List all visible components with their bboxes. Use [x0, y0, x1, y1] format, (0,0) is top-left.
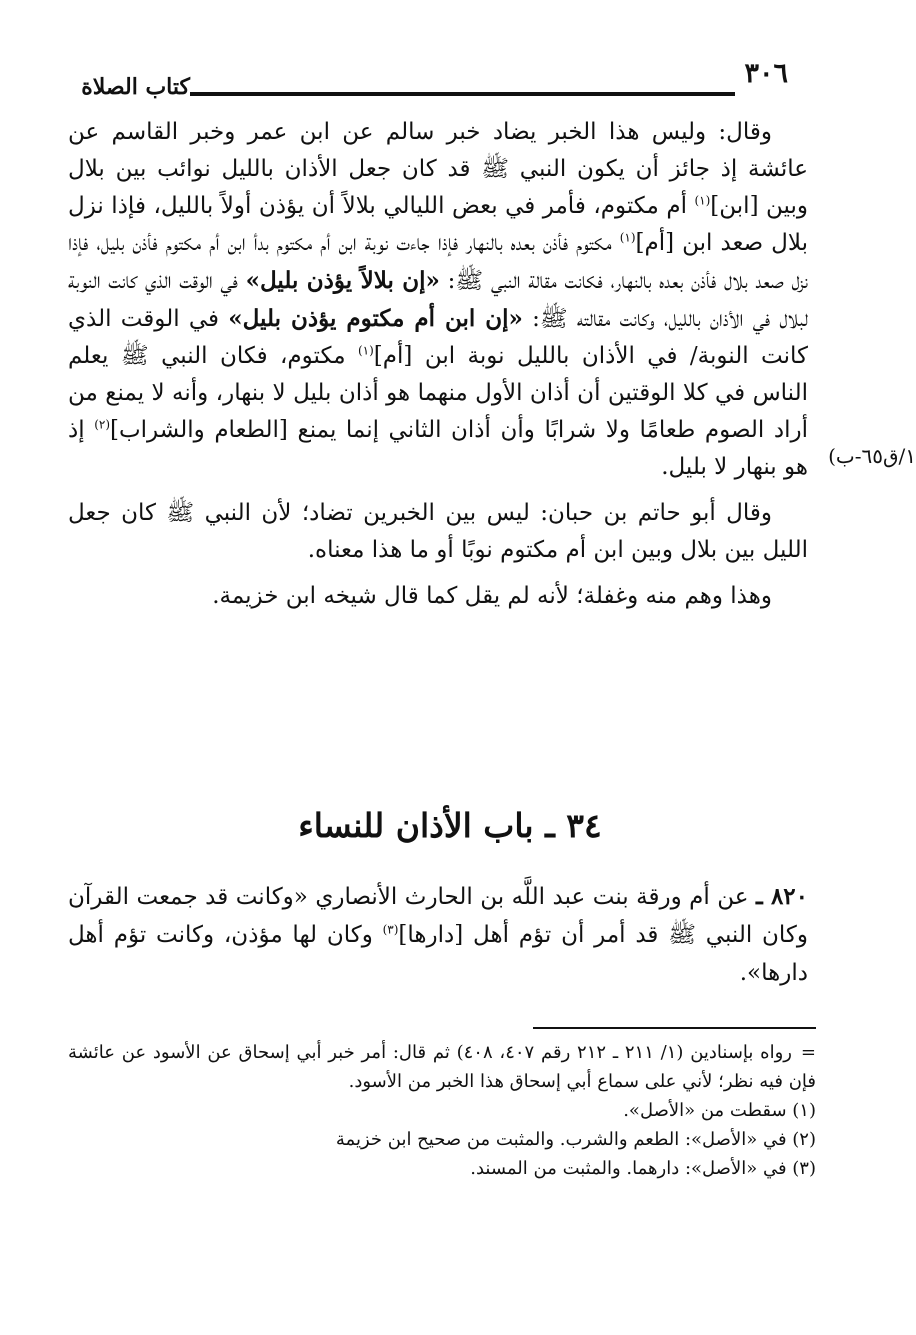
- manuscript-folio-note: ١/ق٦٥-ب): [828, 444, 916, 468]
- footnote-text: رواه بإسنادين (١/ ٢١١ ـ ٢١٢ رقم ٤٠٧، ٤٠٨) ثم قال: أمر خبر أبي إسحاق عن الأسود عن عائشة فإن فيه نظر؛ لأني على سماع أبي إسحاق هذا الخبر من الأسود.: [68, 1042, 816, 1092]
- text-run: مكتوم، فكان النبي ﷺ يعلم الناس في كلا الوقتين أن أذان الأول منهما هو أذان بليل لا بنهار، وأنه لا يمنع من أراد الصوم طعامًا ولا شرابًا وأن أذان الثاني إنما يمنع [الطعام والشراب]: [68, 343, 808, 443]
- footnote-1: (١) سقطت من «الأصل».: [623, 1100, 816, 1121]
- hadith-entry: [68, 878, 808, 992]
- hadith-text: عن أم ورقة بنت عبد اللَّه بن الحارث الأنصاري «وكانت قد جمعت القرآن وكان النبي ﷺ قد أمر أن تؤم أهل [دارها]: [68, 884, 808, 948]
- footnote-ref: (١): [619, 230, 636, 245]
- hadith-text: وكان لها مؤذن، وكانت تؤم أهل دارها».: [68, 922, 808, 986]
- text-run: إذ هو بنهار لا بليل.: [68, 417, 808, 480]
- text-run: أم مكتوم، فأمر في بعض الليالي بلالاً أن يؤذن أولاً بالليل، فإذا نزل بلال صعد ابن [أم]: [68, 193, 808, 256]
- header-rule: [190, 92, 735, 96]
- paragraph-commentary: وهذا وهم منه وغفلة؛ لأنه لم يقل كما قال شيخه ابن خزيمة.: [212, 583, 772, 609]
- footnote-2: (٢) في «الأصل»: الطعم والشرب. والمثبت من صحيح ابن خزيمة: [335, 1129, 816, 1150]
- footnote-ref: (١): [357, 343, 374, 358]
- hadith-quote: «إن بلالاً يؤذن بليل»: [245, 267, 440, 294]
- hadith-quote: «إن ابن أم مكتوم يؤذن بليل»: [228, 305, 523, 332]
- running-header-title: كتاب الصلاة: [81, 74, 190, 100]
- footnote-continuation: [68, 1038, 816, 1096]
- text-run: في الوقت الذي كانت النوبة لبلال في الأذان بالليل، وكانت مقالته ﷺ:: [68, 268, 808, 332]
- main-text: [68, 114, 808, 615]
- continuation-mark: =: [800, 1042, 816, 1063]
- footnotes: [68, 1038, 816, 1183]
- page-number: ٣٠٦: [744, 58, 788, 89]
- text-run: وقال: وليس هذا الخبر يضاد خبر سالم عن ابن عمر وخبر القاسم عن عائشة إذ جائز أن يكون النبي ﷺ قد كان جعل الأذان بالليل نوائب بين بلال وبين [ابن]: [68, 119, 809, 219]
- footnote-ref: (١): [694, 193, 711, 208]
- footnote-rule: [533, 1027, 816, 1029]
- text-run: مكتوم فأذن بعده بالنهار فإذا جاءت نوبة ابن أم مكتوم بدأ ابن أم مكتوم فأذن بليل، فإذا نزل صعد بلال فأذن بعده بالنهار، فكانت مقالة النبي ﷺ:: [68, 230, 808, 294]
- chapter-heading: ٣٤ ـ باب الأذان للنساء: [298, 806, 602, 845]
- footnote-3: (٣) في «الأصل»: دارهما. والمثبت من المسند.: [470, 1158, 816, 1179]
- footnote-ref: (٣): [382, 922, 399, 937]
- paragraph-ibn-hibban: وقال أبو حاتم بن حبان: ليس بين الخبرين تضاد؛ لأن النبي ﷺ كان جعل الليل بين بلال وبين ابن أم مكتوم نوبًا أو ما هذا معناه.: [68, 500, 808, 563]
- hadith-number: ٨٢٠ ـ: [756, 883, 808, 910]
- footnote-ref: (٢): [94, 417, 111, 432]
- text-run: في الوقت الذي كانت النوبة/ في الأذان بالليل نوبة ابن [أم]: [68, 306, 808, 369]
- paragraph-ibn-khuzayma: [68, 114, 808, 486]
